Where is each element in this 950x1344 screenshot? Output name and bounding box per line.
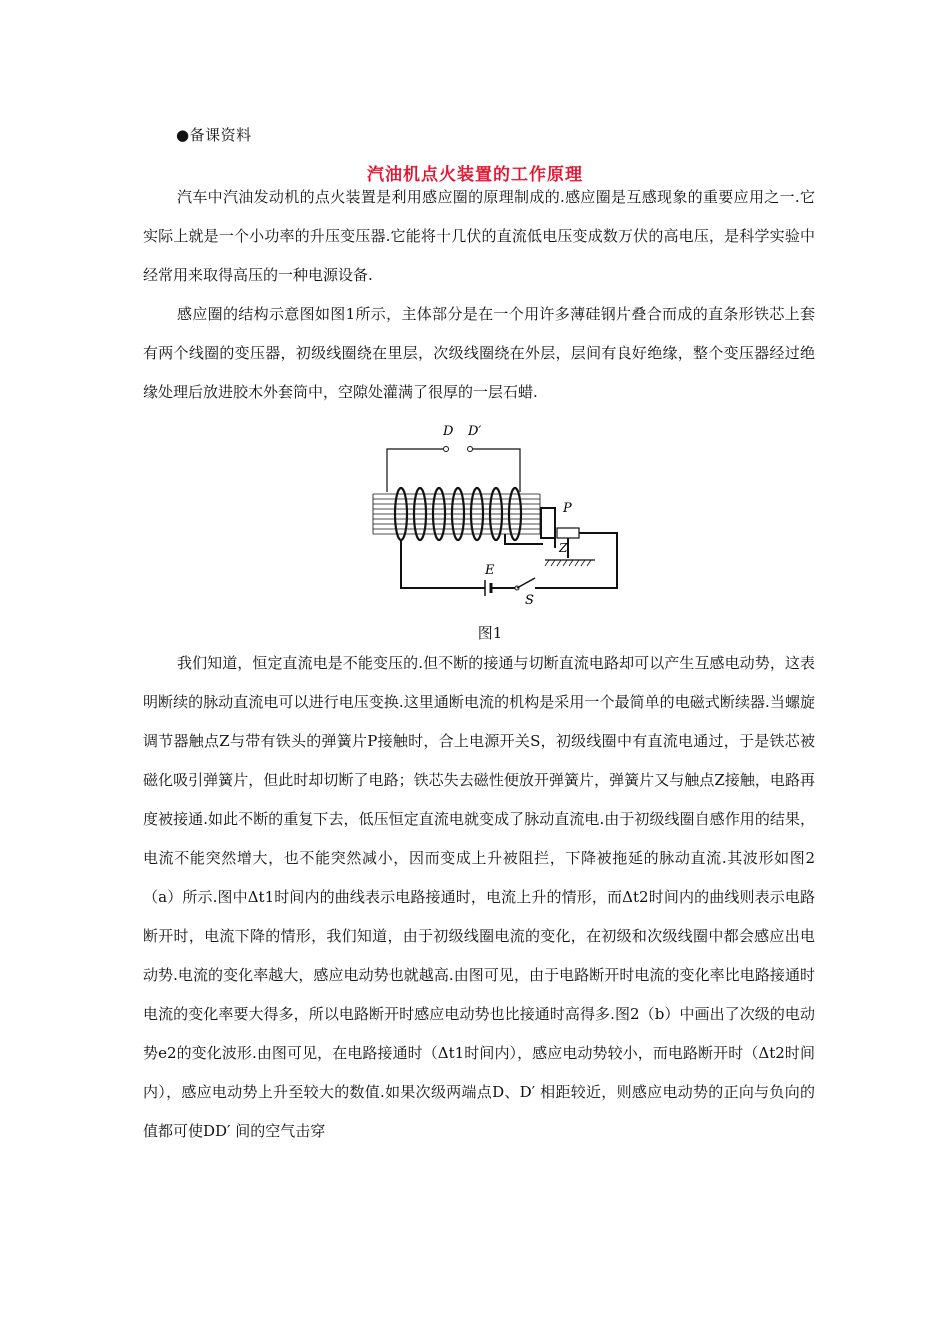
iron-core bbox=[373, 494, 540, 534]
terminal-d-prime bbox=[468, 447, 473, 452]
screw-contact bbox=[557, 528, 579, 538]
article-title: 汽油机点火装置的工作原理 bbox=[367, 165, 583, 185]
paragraph-operation: 我们知道，恒定直流电是不能变压的.但不断的接通与切断直流电路却可以产生互感电动势，这表明断续的脉动直流电可以进行电压变换.这里通断电流的机构是采用一个最简单的电磁式断续器.当螺旋调节器触点Z与带有铁头的弹簧片P接触时，合上电源开关S，初级线圈中有直流电通过，于是铁芯被磁化吸引弹簧片，但此时却切断了电路；铁芯失去磁性便放开弹簧片，弹簧片又与触点Z接触，电路再度被接通.如此不断的重复下去，低压恒定直流电就变成了脉动直流电.由于初级线圈自感作用的结果，电流不能突然增大，也不能突然减小，因而变成上升被阻拦，下降被拖延的脉动直流.其波形如图2（a）所示.图中Δt1时间内的曲线表示电路接通时，电流上升的情形，而Δt2时间内的曲线则表示电路断开时，电流下降的情形，我们知道，由于初级线圈电流的变化，在初级和次级线圈中都会感应出电动势.电流的变化率越大，感应电动势也就越高.由图可见，由于电路断开时电流的变化率比电路接通时电流的变化率要大得多，所以电路断开时感应电动势也比接通时高得多.图2（b）中画出了次级的电动势e2的变化波形.由图可见，在电路接通时（Δt1时间内），感应电动势较小，而电路断开时（Δt2时间内），感应电动势上升至较大的数值.如果次级两端点D、D′ 相距较近，则感应电动势的正向与负向的值都可使DD′ 间的空气击穿 bbox=[143, 654, 815, 1140]
contact-z-label: Z bbox=[559, 541, 568, 555]
secondary-lead-left bbox=[387, 449, 443, 492]
primary-wire-bottom bbox=[401, 540, 485, 588]
terminal-d-label: D bbox=[443, 424, 454, 439]
switch-blade bbox=[517, 578, 535, 588]
paragraph-intro: 汽车中汽油发动机的点火装置是利用感应圈的原理制成的.感应圈是互感现象的重要应用之一.它实际上就是一个小功率的升压变压器.它能将十几伏的直流低电压变成数万伏的高电压，是科学实验中经常用来取得高压的一种电源设备. bbox=[143, 188, 815, 284]
section-tag: ●备课资料 bbox=[176, 126, 252, 144]
figure-caption: 图1 bbox=[477, 624, 503, 642]
terminal-d-prime-label: D′ bbox=[468, 424, 482, 439]
battery-e-label: E bbox=[485, 563, 495, 578]
secondary-lead-right bbox=[473, 449, 520, 492]
terminal-d bbox=[444, 447, 449, 452]
induction-coil-diagram bbox=[365, 420, 635, 605]
armature-p-label: P bbox=[563, 501, 572, 516]
spring-armature bbox=[541, 508, 555, 538]
switch-s-label: S bbox=[525, 593, 534, 605]
paragraph-structure: 感应圈的结构示意图如图1所示，主体部分是在一个用许多薄硅钢片叠合而成的直条形铁芯上套有两个线圈的变压器，初级线圈绕在里层，次级线圈绕在外层，层间有良好绝缘，整个变压器经过绝缘处理后放进胶木外套筒中，空隙处灌满了很厚的一层石蜡. bbox=[143, 305, 815, 401]
ground-hatch bbox=[545, 560, 591, 566]
